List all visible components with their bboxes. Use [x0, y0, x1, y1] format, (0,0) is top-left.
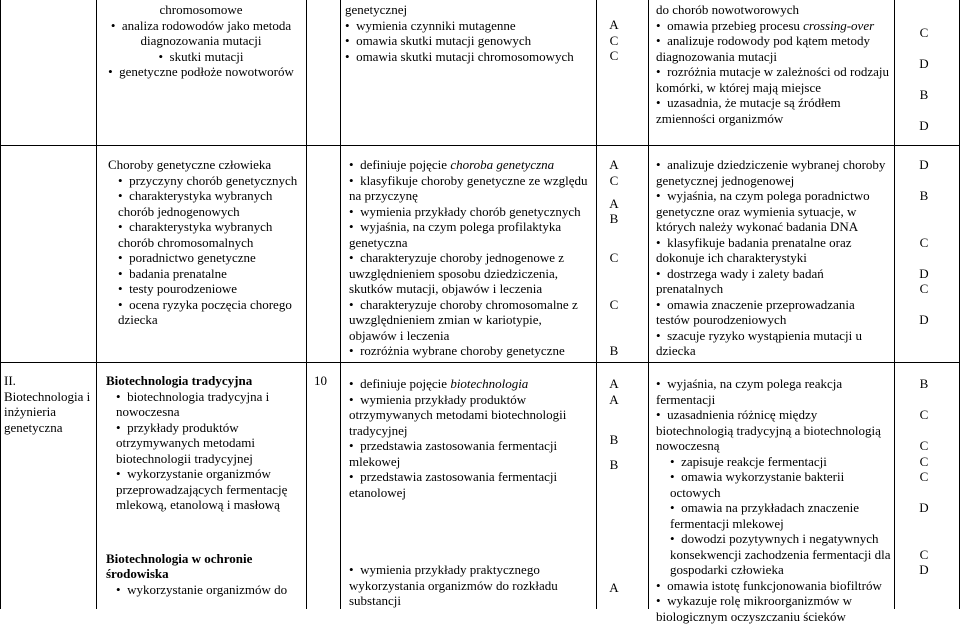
- content-item: • wykorzystanie organizmów przeprowadzających fermentację mlekową, etanolową i masłową: [116, 466, 304, 513]
- requirement-item: • analizuje rodowody pod kątem metody diagnozowania mutacji: [656, 33, 890, 64]
- content-title: Choroby genetyczne człowieka: [108, 157, 272, 172]
- term-italic: crossing-over: [803, 17, 875, 33]
- content-item: • wykorzystanie organizmów do: [116, 582, 304, 598]
- content-item: chromosomowe: [159, 2, 243, 17]
- level-badge: A: [609, 376, 619, 391]
- level-badge: D: [919, 265, 929, 281]
- requirement-item: • wykazuje rolę mikroorganizmów w biologicznym oczyszczaniu ścieków: [656, 593, 892, 624]
- level-badge: C: [919, 546, 929, 562]
- row3-section-cell: [4, 373, 94, 435]
- requirement-item: [349, 157, 591, 173]
- requirement-item: genetycznej: [345, 2, 408, 17]
- hours-cell: 10: [314, 373, 327, 388]
- row3-ext-levels: [916, 376, 932, 578]
- level-badge: C: [609, 250, 619, 265]
- requirement-item: • uzasadnia, że mutacje są źródłem zmienności organizmów: [656, 95, 890, 126]
- content-item: • testy pourodzeniowe: [118, 281, 304, 297]
- row2-ext-levels: [916, 157, 932, 328]
- level-badge: D: [919, 562, 929, 577]
- requirement-item: • omawia skutki mutacji genowych: [345, 33, 591, 49]
- requirement-item: • przedstawia zastosowania fermentacji mlekowej: [349, 438, 591, 469]
- requirement-item: do chorób nowotworowych: [656, 2, 799, 17]
- requirement-item: • wyjaśnia, na czym polega profilaktyka genetyczna: [349, 219, 591, 250]
- content-title: Biotechnologia tradycyjna: [106, 373, 253, 388]
- level-badge: C: [919, 25, 929, 40]
- requirement-text: omawia przebieg procesu: [667, 17, 804, 33]
- level-badge: C: [609, 48, 619, 63]
- level-badge: C: [609, 172, 619, 188]
- requirement-item: • uzasadnienia różnicę między biotechnologią tradycyjną a biotechnologią nowoczesną: [656, 407, 892, 454]
- requirement-item: • wyjaśnia, na czym polega poradnictwo genetyczne oraz wymienia sytuacje, w których należy wykonać badania DNA: [656, 188, 890, 235]
- content-item: • przykłady produktów otrzymywanych metodami biotechnologii tradycyjnej: [116, 420, 304, 467]
- requirement-item: [349, 376, 591, 392]
- requirement-item: • rozróżnia wybrane choroby genetyczne: [349, 343, 591, 359]
- level-badge: D: [919, 56, 929, 71]
- content-item: • charakterystyka wybranych chorób chromosomalnych: [118, 219, 304, 250]
- level-badge: A: [609, 391, 619, 407]
- row1-basic-levels: [606, 17, 622, 64]
- section-number: II.: [4, 373, 16, 388]
- requirement-item: • omawia na przykładach znaczenie fermentacji mlekowej: [656, 500, 892, 531]
- level-badge: C: [919, 407, 929, 422]
- row2-basic-req-cell: [349, 157, 591, 359]
- row3-basic-req-cell: [349, 376, 591, 609]
- requirement-item: • analizuje dziedziczenie wybranej choroby genetycznej jednogenowej: [656, 157, 890, 188]
- requirement-item: • klasyfikuje choroby genetyczne ze względu na przyczynę: [349, 173, 591, 204]
- row1-ext-req-cell: [656, 2, 890, 126]
- content-item: • przyczyny chorób genetycznych: [118, 173, 304, 189]
- requirement-item: • wymienia przykłady praktycznego wykorzystania organizmów do rozkładu substancji: [349, 562, 591, 609]
- content-item: • skutki mutacji: [100, 49, 302, 65]
- term-italic: choroba genetyczna: [450, 157, 555, 172]
- level-badge: B: [919, 87, 929, 102]
- grid-line: [648, 0, 649, 609]
- requirement-item: • omawia wykorzystanie bakterii octowych: [656, 469, 892, 500]
- requirement-text: definiuje pojęcie: [360, 376, 451, 391]
- requirement-item: • wymienia czynniki mutagenne: [345, 18, 591, 34]
- requirement-item: • wyjaśnia, na czym polega reakcja fermentacji: [656, 376, 892, 407]
- row3-ext-req-cell: [656, 376, 892, 624]
- level-badge: C: [919, 469, 929, 484]
- level-badge: D: [919, 118, 929, 133]
- row1-basic-req-cell: [345, 2, 591, 64]
- grid-line: [0, 362, 960, 363]
- level-badge: C: [919, 453, 929, 469]
- section-title: Biotechnologia i inżynieria genetyczna: [4, 388, 91, 435]
- requirement-item: • dowodzi pozytywnych i negatywnych konsekwencji zachodzenia fermentacji dla gospodarki człowieka: [656, 531, 892, 578]
- term-italic: biotechnologia: [450, 376, 529, 391]
- content-item: • biotechnologia tradycyjna i nowoczesna: [116, 389, 304, 420]
- level-badge: B: [609, 343, 619, 358]
- requirement-item: • klasyfikuje badania prenatalne oraz dokonuje ich charakterystyki: [656, 235, 890, 266]
- level-badge: C: [919, 438, 929, 453]
- row2-ext-req-cell: [656, 157, 890, 359]
- grid-line: [894, 0, 895, 609]
- grid-line: [0, 145, 960, 146]
- level-badge: D: [919, 157, 929, 172]
- content-item: • analiza rodowodów jako metoda diagnozowania mutacji: [100, 18, 302, 49]
- requirement-item: • zapisuje reakcje fermentacji: [656, 454, 892, 470]
- level-badge: A: [609, 196, 619, 211]
- level-badge: C: [919, 281, 929, 296]
- level-badge: A: [609, 157, 619, 172]
- requirement-item: • omawia skutki mutacji chromosomowych: [345, 49, 591, 65]
- level-badge: D: [919, 312, 929, 327]
- grid-line: [96, 0, 97, 609]
- requirement-item: • przedstawia zastosowania fermentacji etanolowej: [349, 469, 591, 500]
- content-item: • genetyczne podłoże nowotworów: [100, 64, 302, 80]
- level-badge: A: [609, 580, 619, 595]
- row1-ext-levels: [916, 17, 932, 141]
- level-badge: B: [609, 211, 619, 226]
- level-badge: B: [609, 456, 619, 472]
- level-badge: B: [609, 432, 619, 447]
- grid-line: [340, 0, 341, 609]
- row2-basic-levels: [606, 157, 622, 359]
- requirement-text: definiuje pojęcie: [360, 157, 451, 172]
- level-badge: A: [609, 17, 619, 32]
- content-title: Biotechnologia w ochronie środowiska: [106, 550, 253, 581]
- level-badge: B: [919, 376, 929, 391]
- requirement-item: • omawia istotę funkcjonowania biofiltrów: [656, 578, 892, 594]
- requirement-item: • omawia znaczenie przeprowadzania testów pourodzeniowych: [656, 297, 890, 328]
- level-badge: C: [919, 234, 929, 250]
- requirement-item: • charakteryzuje choroby chromosomalne z uwzględnieniem zmian w kariotypie, objawów i leczenia: [349, 297, 591, 344]
- row2-content-cell: [108, 157, 304, 328]
- level-badge: B: [919, 188, 929, 203]
- content-item: • badania prenatalne: [118, 266, 304, 282]
- requirement-item: • wymienia przykłady chorób genetycznych: [349, 204, 591, 220]
- row3-content-cell: [106, 373, 304, 597]
- grid-line: [306, 0, 307, 609]
- requirement-item: • wymienia przykłady produktów otrzymywanych metodami biotechnologii tradycyjnej: [349, 392, 591, 439]
- requirement-item: • charakteryzuje choroby jednogenowe z uwzględnieniem sposobu dziedziczenia, skutków mutacji, objawów i leczenia: [349, 250, 591, 297]
- row1-content-cell: [100, 2, 302, 80]
- level-badge: C: [609, 32, 619, 48]
- content-item: • poradnictwo genetyczne: [118, 250, 304, 266]
- requirement-item: • szacuje ryzyko wystąpienia mutacji u dziecka: [656, 328, 890, 359]
- content-item: • ocena ryzyka poczęcia chorego dziecka: [118, 297, 304, 328]
- level-badge: D: [919, 500, 929, 515]
- requirement-item: • rozróżnia mutacje w zależności od rodzaju komórki, w której mają miejsce: [656, 64, 890, 95]
- row3-basic-levels: [606, 376, 622, 596]
- requirement-item: • dostrzega wady i zalety badań prenatalnych: [656, 266, 890, 297]
- requirement-item: [656, 18, 890, 34]
- grid-line: [596, 0, 597, 609]
- level-badge: C: [609, 296, 619, 312]
- grid-line: [0, 0, 1, 609]
- content-item: • charakterystyka wybranych chorób jednogenowych: [118, 188, 304, 219]
